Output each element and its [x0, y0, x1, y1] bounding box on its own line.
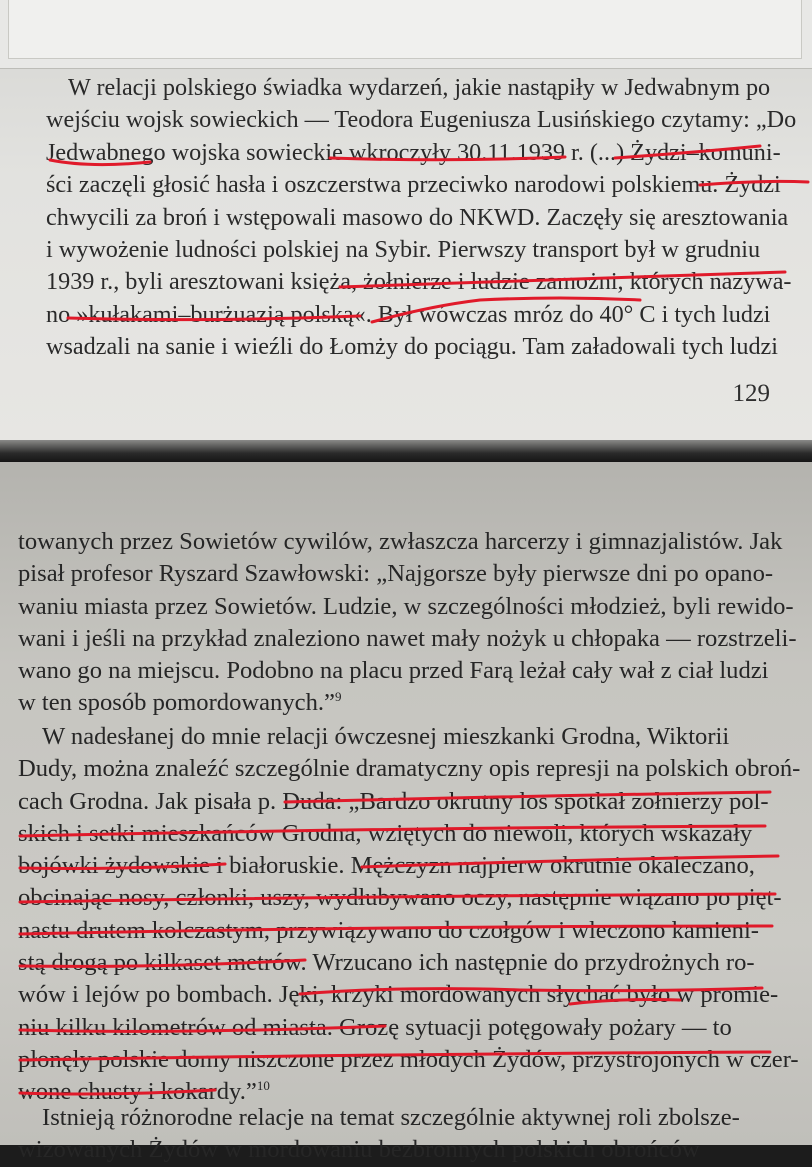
text-line: i wywożenie ludności polskiej na Sybir. Pierwszy transport był w grudniu [46, 236, 761, 264]
text-line: wano go na miejscu. Podobno na placu przed Farą leżał cały wał z ciał ludzi [18, 657, 769, 685]
text-line: wone chusty i kokardy.” [18, 1078, 257, 1106]
bottom-book-page [0, 462, 812, 1164]
text-line: skich i setki mieszkańców Grodna, wziętych do niewoli, których wskazały [18, 819, 753, 847]
text-line: płonęły polskie domy niszczone przez młodych Żydów, przystrojonych w czer- [18, 1045, 799, 1073]
text-line: wejściu wojsk sowieckich — Teodora Eugeniusza Lusińskiego czytamy: „Do [46, 106, 797, 134]
text-line: Istnieją różnorodne relacje na temat szczególnie aktywnej roli zbolsze- [42, 1104, 740, 1131]
text-line-with-footnote [18, 687, 788, 719]
paragraph-1 [18, 526, 797, 720]
text-line: ści zaczęli głosić hasła i oszczerstwa przeciwko narodowi polskiemu. Żydzi [46, 171, 781, 199]
top-book-page [0, 0, 812, 440]
header-box [8, 0, 802, 59]
text-line: niu kilku kilometrów od miasta. Grozę sytuacji potęgowały pożary — to [18, 1013, 732, 1041]
text-line: stą drogą po kilkaset metrów. Wrzucano ich następnie do przydrożnych ro- [18, 949, 755, 977]
paragraph-3 [18, 1102, 788, 1167]
text-line: wani i jeśli na przykład znaleziono nawet mały nożyk u chłopaka — rozstrzeli- [18, 624, 797, 652]
text-line: w ten sposób pomordowanych.” [18, 689, 335, 717]
text-line: nastu drutem kolczastym, przywiązywano do czołgów i wleczono kamieni- [18, 916, 759, 944]
text-line: obcinając nosy, członki, uszy, wydłubywano oczy, następnie wiązano po pięt- [18, 884, 782, 912]
text-line: wów i lejów po bombach. Jęki, krzyki mordowanych słychać było w promie- [18, 981, 779, 1009]
page-number: 129 [732, 380, 770, 407]
text-line: Dudy, można znaleźć szczególnie dramatyczny opis represji na polskich obroń- [18, 755, 801, 783]
top-paragraph [46, 72, 797, 364]
text-line: no »kułakami–burżuazją polską«. Był wówczas mróz do 40° C i tych ludzi [46, 300, 771, 328]
paragraph-2 [18, 721, 801, 1109]
text-line: towanych przez Sowietów cywilów, zwłaszcza harcerzy i gimnazjalistów. Jak [18, 528, 783, 555]
text-line: wsadzali na sanie i wieźli do Łomży do pociągu. Tam załadowali tych ludzi [46, 333, 778, 361]
text-line: W relacji polskiego świadka wydarzeń, jakie nastąpiły w Jedwabnym po [68, 74, 771, 101]
text-line: chwycili za broń i wstępowali masowo do NKWD. Zaczęły się aresztowania [46, 203, 789, 231]
text-line: bojówki żydowskie i białoruskie. Mężczyzn najpierw okrutnie okaleczano, [18, 852, 755, 880]
footnote-marker: 10 [256, 1078, 270, 1094]
page-divider [0, 440, 812, 462]
text-line: pisał profesor Ryszard Szawłowski: „Najgorsze były pierwsze dni po opano- [18, 560, 774, 588]
text-line: cach Grodna. Jak pisała p. Duda: „Bardzo okrutny los spotkał żołnierzy pol- [18, 787, 769, 815]
text-line: W nadesłanej do mnie relacji ówczesnej mieszkanki Grodna, Wiktorii [42, 723, 730, 750]
footnote-marker: 9 [334, 689, 342, 705]
text-line: 1939 r., byli aresztowani księża, żołnierze i ludzie zamożni, których nazywa- [46, 268, 792, 296]
text-line: waniu miasta przez Sowietów. Ludzie, w szczególności młodzież, byli rewido- [18, 592, 794, 620]
text-line: wizowanych Żydów w mordowaniu bezbronnych polskich obrońców [18, 1136, 700, 1164]
text-line: Jedwabnego wojska sowieckie wkroczyły 30.11.1939 r. (...) Żydzi–komuni- [46, 138, 781, 166]
page-header-edge [0, 0, 812, 69]
